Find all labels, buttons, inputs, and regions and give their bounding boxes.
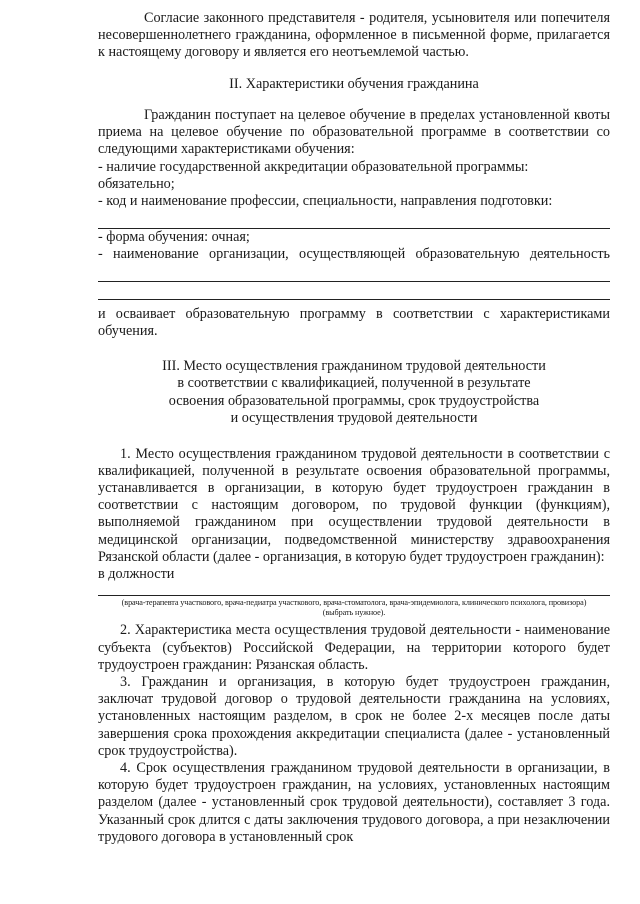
section-3-heading-line-1: III. Место осуществления гражданином трудовой деятельности <box>162 358 546 375</box>
section-3-item-3: 3. Гражданин и организация, в которую будет трудоустроен гражданин, заключат трудовой договор о трудовой деятельности гражданина на условиях, установленных настоящим разделом, в срок не более 2-х месяцев после даты завершения срока прохождения аккредитации специалиста (далее - установленный срок трудоустройства). <box>98 673 610 759</box>
position-choose-note: (выбрать нужное). <box>322 608 386 618</box>
study-form-label: - форма обучения: очная; <box>98 229 250 246</box>
section-3-heading-line-2: в соответствии с квалификацией, полученной в результате <box>177 375 531 392</box>
consent-paragraph: Согласие законного представителя - родителя, усыновителя или попечителя несовершеннолетнего гражданина, оформленное в письменной форме, прилагается к настоящему договору и является его неотъемлемой частью. <box>98 10 610 61</box>
section-3-item-1: 1. Место осуществления гражданином трудовой деятельности в соответствии с квалификацией, полученной в результате освоения образовательной программы, устанавливается в организации, в которую будет трудоустроен гражданин в соответствии с настоящим договором, по трудовой функции (функциям), выполняемой гражданином при осуществлении трудовой деятельности в медицинской организации, подведомственной министерству здравоохранения Рязанской области (далее - организация, в которую будет трудоустроен гражданин): <box>98 445 610 565</box>
section-3-heading-line-4: и осуществления трудовой деятельности <box>230 410 478 427</box>
profession-label: - код и наименование профессии, специальности, направления подготовки: <box>98 193 553 210</box>
accreditation-value: обязательно; <box>98 175 175 192</box>
mastering-paragraph: и осваивает образовательную программу в соответствии с характеристиками обучения. <box>98 305 610 339</box>
organization-label: - наименование организации, осуществляющей образовательную деятельность <box>98 246 610 263</box>
accreditation-label: - наличие государственной аккредитации образовательной программы: <box>98 158 529 175</box>
section-2-intro: Гражданин поступает на целевое обучение в пределах установленной квоты приема на целевое обучение по образовательной программе в соответствии со следующими характеристиками обучения: <box>98 107 610 158</box>
position-label: в должности <box>98 566 175 583</box>
organization-blank-line-1 <box>98 281 610 282</box>
position-options-note: (врача-терапевта участкового, врача-педиатра участкового, врача-стоматолога, врача-эпидемиолога, клинического психолога, провизора) <box>121 598 587 608</box>
section-3-item-2: 2. Характеристика места осуществления трудовой деятельности - наименование субъекта (субъектов) Российской Федерации, на территории которого будет трудоустроен гражданин: Рязанская область. <box>98 622 610 673</box>
section-2-heading: II. Характеристики обучения гражданина <box>229 75 479 92</box>
position-blank-line <box>98 595 610 596</box>
section-3-heading-line-3: освоения образовательной программы, срок трудоустройства <box>168 392 540 409</box>
organization-blank-line-2 <box>98 299 610 300</box>
section-3-item-4: 4. Срок осуществления гражданином трудовой деятельности в организации, в которую будет трудоустроен гражданин, на условиях, установленных настоящим разделом (далее - установленный срок трудовой деятельности), составляет 3 года. Указанный срок длится с даты заключения трудового договора, а при незаключении трудового договора в установленный срок <box>98 759 610 845</box>
